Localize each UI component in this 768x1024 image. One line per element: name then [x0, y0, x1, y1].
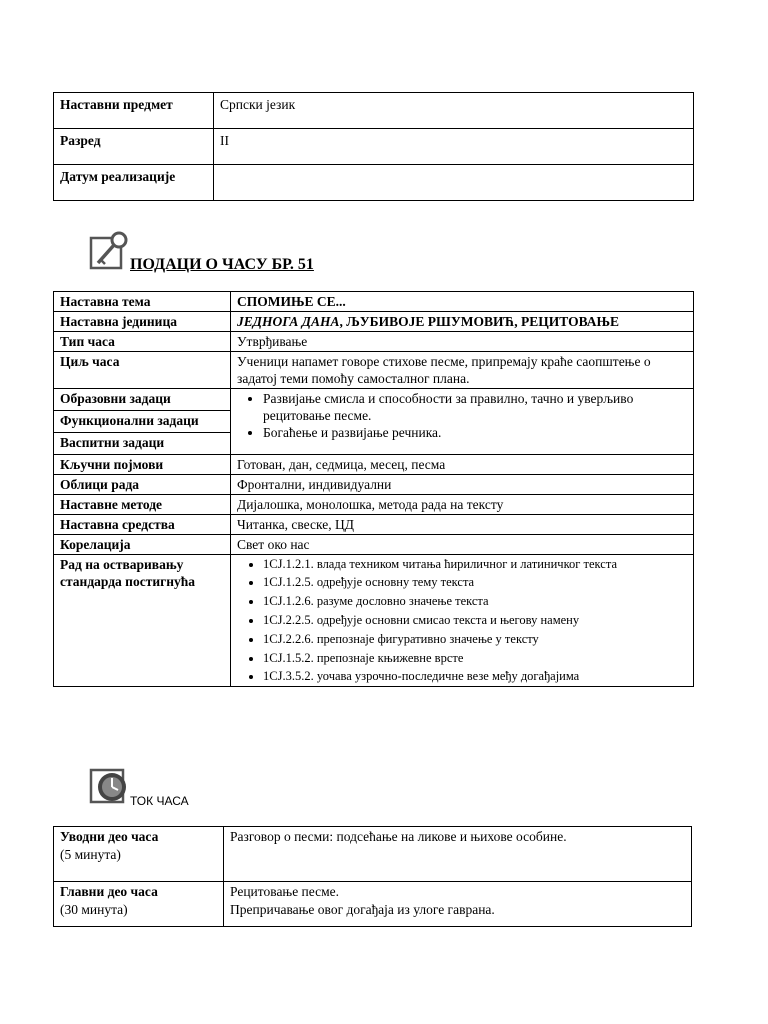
standards-label: Рад на остваривању стандарда постигнућа [54, 555, 231, 687]
correlation-label: Корелација [54, 535, 231, 555]
main-line: Препричавање овог догађаја из улоге гаврана. [230, 902, 495, 917]
lesson-table [53, 291, 694, 687]
type-label: Тип часа [54, 332, 231, 352]
row-topic [54, 292, 694, 312]
row-standards [54, 555, 694, 687]
lesson-flow-title: ТОК ЧАСА [130, 794, 189, 808]
key-terms-value: Готован, дан, седмица, месец, песма [231, 455, 694, 475]
intro-part-content [224, 827, 692, 882]
key-icon [88, 230, 130, 272]
task-item: • Развијање смисла и способности за правилно, тачно и уверљиво рецитовање песме. [263, 390, 687, 424]
educational-tasks-label: Образовни задаци [54, 389, 230, 411]
methods-label: Наставне методе [54, 495, 231, 515]
tasks-list [231, 389, 694, 455]
subject-value: Српски језик [214, 93, 694, 129]
subject-label: Наставни предмет [54, 93, 214, 129]
tools-value: Читанка, свеске, ЦД [231, 515, 694, 535]
tasks-labels [54, 389, 231, 455]
intro-part-cell [54, 827, 224, 882]
intro-part-duration: (5 минута) [60, 847, 121, 862]
info-row-grade [54, 129, 694, 165]
forms-label: Облици рада [54, 475, 231, 495]
task-item: • Богаћење и развијање речника. [263, 424, 687, 441]
standard-item: • 1СЈ.1.2.6. разуме дословно значење текста [263, 592, 687, 611]
standard-item: • 1СЈ.2.2.6. препознаје фигуративно значење у тексту [263, 630, 687, 649]
goal-value: Ученици напамет говоре стихове песме, припремају краће саопштење о задатој теми помоћу самосталног плана. [231, 352, 694, 389]
date-value [214, 165, 694, 201]
flow-row-intro [54, 827, 692, 882]
main-part-cell [54, 882, 224, 927]
row-key-terms [54, 455, 694, 475]
forms-value: Фронтални, индивидуални [231, 475, 694, 495]
main-part-title: Главни део часа [60, 884, 158, 899]
standard-item: • 1СЈ.2.2.5. одређује основни смисао текста и његову намену [263, 611, 687, 630]
date-label: Датум реализације [54, 165, 214, 201]
unit-title-rest: , ЉУБИВОЈЕ РШУМОВИЋ, РЕЦИТОВАЊЕ [339, 314, 620, 329]
standard-item: • 1СЈ.1.2.1. влада техником читања ћириличног и латиничког текста [263, 556, 687, 573]
info-table [53, 92, 694, 201]
standard-item: • 1СЈ.1.5.2. препознаје књижевне врсте [263, 649, 687, 668]
topic-label: Наставна тема [54, 292, 231, 312]
key-terms-label: Кључни појмови [54, 455, 231, 475]
topic-value: СПОМИЊЕ СЕ... [231, 292, 694, 312]
lesson-data-title: ПОДАЦИ О ЧАСУ БР. 51 [130, 256, 314, 273]
main-part-content [224, 882, 692, 927]
standard-item: • 1СЈ.1.2.5. одређује основну тему текста [263, 573, 687, 592]
tools-label: Наставна средства [54, 515, 231, 535]
intro-part-title: Уводни део часа [60, 829, 159, 844]
goal-label: Циљ часа [54, 352, 231, 389]
intro-line: Разговор о песми: подсећање на ликове и њихове особине. [230, 829, 567, 844]
standards-list [231, 555, 694, 687]
info-row-date [54, 165, 694, 201]
upbringing-tasks-label: Васпитни задаци [60, 435, 165, 450]
unit-label: Наставна јединица [54, 312, 231, 332]
row-unit [54, 312, 694, 332]
standard-item: • 1СЈ.3.5.2. уочава узрочно-последичне везе међу догађајима [263, 668, 687, 685]
correlation-value: Свет око нас [231, 535, 694, 555]
flow-row-main [54, 882, 692, 927]
info-row-subject [54, 93, 694, 129]
functional-tasks-label: Функционални задаци [54, 411, 230, 433]
row-tools [54, 515, 694, 535]
row-tasks [54, 389, 694, 455]
row-goal [54, 352, 694, 389]
unit-title-italic: ЈЕДНОГА ДАНА [237, 314, 340, 329]
row-forms [54, 475, 694, 495]
unit-value [231, 312, 694, 332]
row-type [54, 332, 694, 352]
methods-value: Дијалошка, монолошка, метода рада на тексту [231, 495, 694, 515]
flow-table [53, 826, 692, 927]
grade-value: II [214, 129, 694, 165]
row-correlation [54, 535, 694, 555]
main-line: Рецитовање песме. [230, 884, 340, 899]
type-value: Утврђивање [231, 332, 694, 352]
row-methods [54, 495, 694, 515]
main-part-duration: (30 минута) [60, 902, 128, 917]
clock-icon [88, 766, 130, 808]
grade-label: Разред [54, 129, 214, 165]
